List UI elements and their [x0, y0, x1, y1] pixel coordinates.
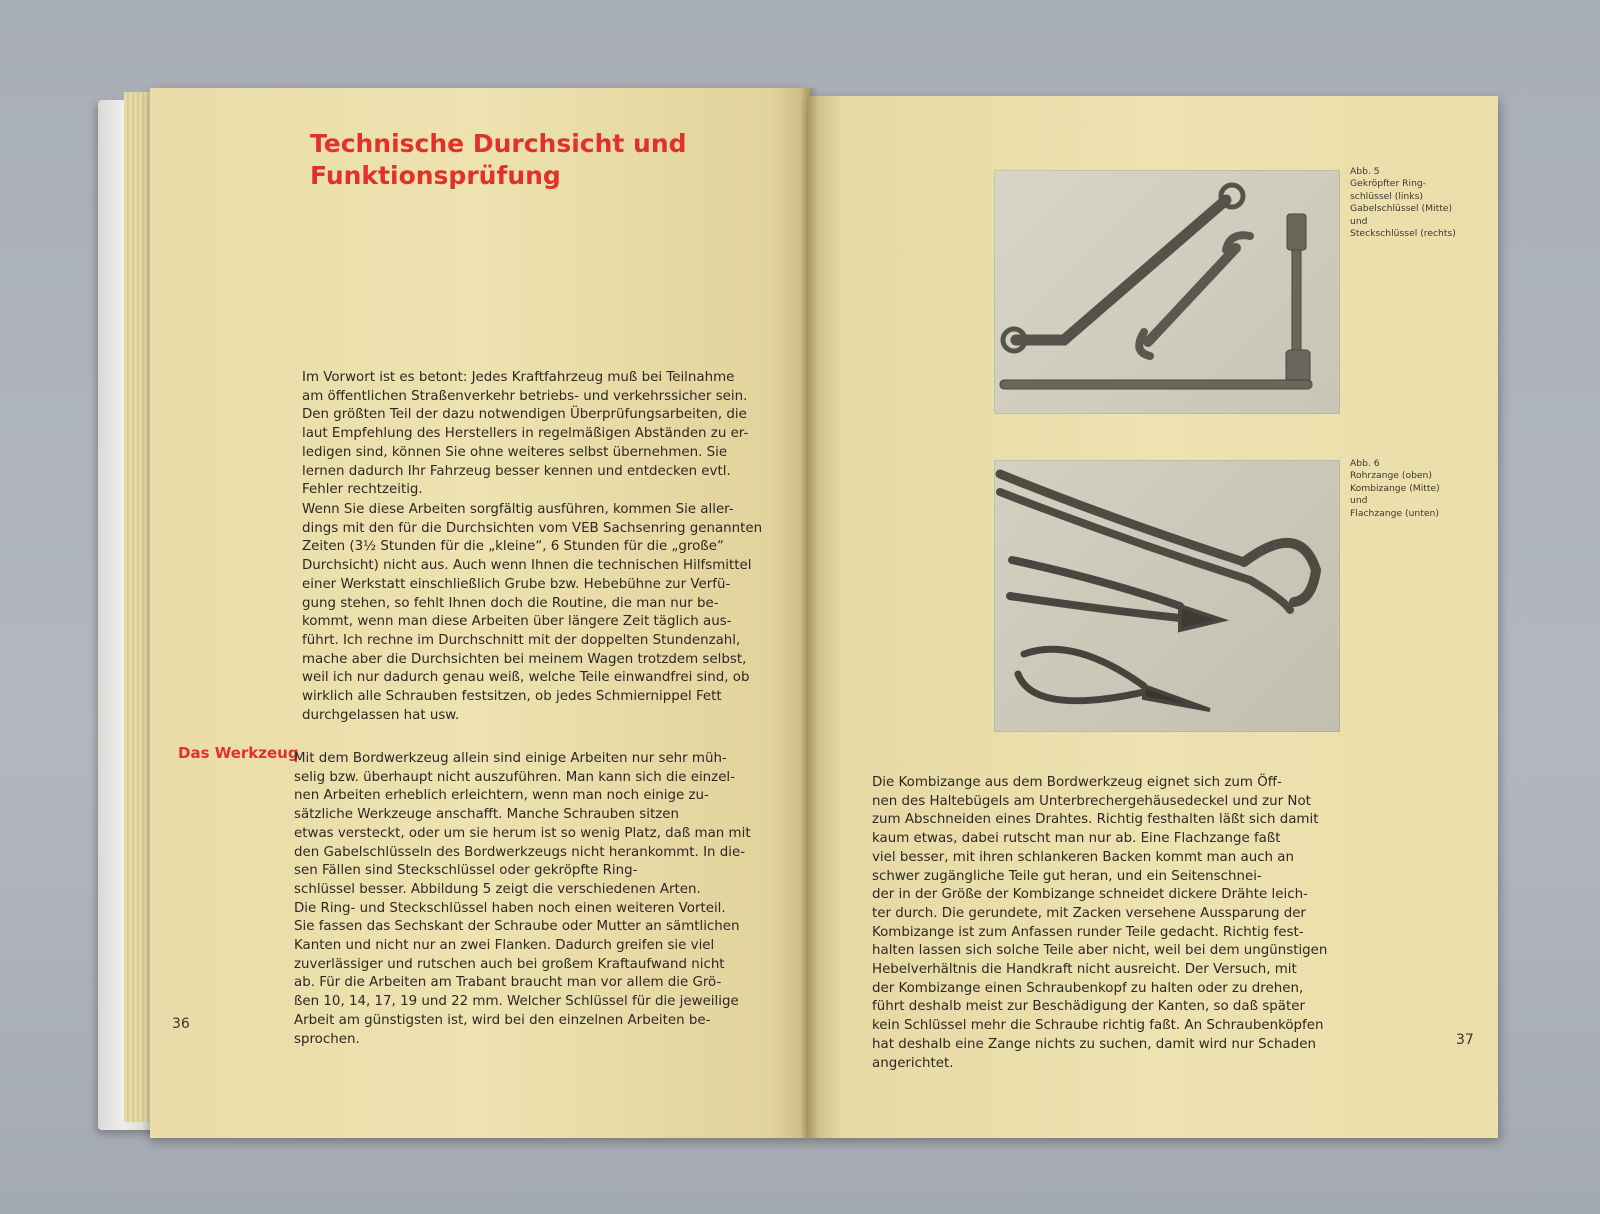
caption-line: Rohrzange (oben) [1350, 470, 1432, 482]
text-line: ab. Für die Arbeiten am Trabant braucht man vor allem die Grö- [294, 975, 722, 991]
page-number-right: 37 [1456, 1032, 1474, 1048]
text-line: einer Werkstatt einschließlich Grube bzw. Hebebühne zur Verfü- [302, 576, 731, 592]
left-page [150, 88, 810, 1138]
text-line: am öffentlichen Straßenverkehr betriebs- und verkehrssicher sein. [302, 388, 748, 404]
text-line: Hebelverhältnis die Handkraft nicht ausreicht. Der Versuch, mit [872, 962, 1297, 978]
text-line: Zeiten (3½ Stunden für die „kleine“, 6 Stunden für die „große“ [302, 539, 724, 555]
text-line: sen Fällen sind Steckschlüssel oder gekröpfte Ring- [294, 863, 638, 879]
text-line: ledigen sind, können Sie ohne weiteres selbst übernehmen. Sie [302, 444, 728, 460]
text-line: sprochen. [294, 1031, 360, 1047]
right-page [808, 96, 1498, 1138]
text-line: Kanten und nicht nur an zwei Flanken. Dadurch greifen sie viel [294, 938, 715, 954]
figure-5-caption [1350, 166, 1490, 240]
text-line: ßen 10, 14, 17, 19 und 22 mm. Welcher Schlüssel für die jeweilige [294, 994, 739, 1010]
text-line: laut Empfehlung des Herstellers in regelmäßigen Abständen zu er- [302, 426, 749, 442]
text-line: kaum etwas, dabei rutscht man nur ab. Eine Flachzange faßt [872, 831, 1281, 847]
text-line: schlüssel besser. Abbildung 5 zeigt die verschiedenen Arten. [294, 881, 701, 897]
caption-line: Kombizange (Mitte) [1350, 482, 1440, 494]
text-line: Arbeit am günstigsten ist, wird bei den einzelnen Arbeiten be- [294, 1012, 711, 1028]
caption-line: Flachzange (unten) [1350, 507, 1439, 519]
combination-pliers-icon [1010, 560, 1222, 630]
caption-line: Abb. 5 [1350, 166, 1380, 177]
text-line: Mit dem Bordwerkzeug allein sind einige Arbeiten nur sehr müh- [294, 751, 727, 766]
margin-heading-werkzeug: Das Werkzeug [178, 744, 299, 762]
text-line: sätzliche Werkzeuge anschafft. Manche Schrauben sitzen [294, 807, 679, 823]
text-line: selig bzw. überhaupt nicht auszuführen. Man kann sich die einzel- [294, 769, 735, 785]
figure-6-pliers [994, 460, 1340, 732]
text-line: durchgelassen hat usw. [302, 707, 460, 723]
intro-paragraph [302, 369, 748, 500]
pipe-wrench-icon [1000, 474, 1316, 610]
text-line: den Gabelschlüsseln des Bordwerkzeugs nicht herankommt. In die- [294, 844, 746, 860]
text-line: kein Schlüssel mehr die Schraube richtig faßt. An Schraubenköpfen [872, 1018, 1324, 1034]
text-line: zuverlässiger und rutschen auch bei großem Kraftaufwand nicht [294, 956, 725, 972]
caption-line: und [1350, 495, 1368, 507]
text-line: nen des Haltebügels am Unterbrechergehäusedeckel und zur Not [872, 793, 1311, 809]
chapter-title-line: Funktionsprüfung [310, 161, 561, 190]
text-line: hat deshalb eine Zange nichts zu suchen, damit wird nur Schaden [872, 1036, 1316, 1052]
figure-6-caption [1350, 458, 1490, 520]
second-paragraph [302, 501, 762, 725]
chapter-title [310, 128, 730, 192]
werkzeug-paragraph [294, 750, 751, 1049]
text-line: Den größten Teil der dazu notwendigen Überprüfungsarbeiten, die [302, 407, 747, 423]
text-line: nen Arbeiten erheblich erleichtern, wenn man noch einige zu- [294, 788, 709, 804]
text-line: lernen dadurch Ihr Fahrzeug besser kennen und entdecken evtl. [302, 463, 731, 479]
text-line: der in der Größe der Kombizange schneidet dickere Drähte leich- [872, 887, 1308, 903]
socket-wrench-icon [1000, 214, 1312, 389]
text-line: ter durch. Die gerundete, mit Zacken versehene Aussparung der [872, 905, 1306, 921]
text-line: gung stehen, so fehlt Ihnen doch die Routine, die man nur be- [302, 595, 719, 611]
text-line: halten lassen sich solche Teile aber nicht, weil bei dem ungünstigen [872, 943, 1328, 959]
ring-spanner-icon [1003, 185, 1243, 351]
text-line: führt. Ich rechne im Durchschnitt mit der doppelten Stundenzahl, [302, 632, 741, 648]
text-line: schwer zugängliche Teile gut heran, und ein Seitenschnei- [872, 868, 1262, 884]
page-number-left: 36 [172, 1016, 190, 1032]
text-line: Kombizange ist zum Anfassen runder Teile gedacht. Richtig fest- [872, 924, 1304, 940]
book-gutter [800, 88, 818, 1138]
text-line: kommt, wenn man diese Arbeiten über längere Zeit täglich aus- [302, 614, 732, 630]
text-line: wirklich alle Schrauben festsitzen, ob jedes Schmiernippel Fett [302, 689, 722, 705]
text-line: Sie fassen das Sechskant der Schraube oder Mutter an sämtlichen [294, 919, 740, 935]
caption-line: Abb. 6 [1350, 458, 1380, 469]
text-line: dings mit den für die Durchsichten vom VEB Sachsenring genannten [302, 520, 763, 536]
flat-nose-pliers-icon [1018, 649, 1210, 710]
caption-line: Gabelschlüssel (Mitte) [1350, 203, 1453, 215]
text-line: Im Vorwort ist es betont: Jedes Kraftfahrzeug muß bei Teilnahme [302, 370, 735, 385]
caption-line: Steckschlüssel (rechts) [1350, 228, 1456, 240]
chapter-title-line: Technische Durchsicht und [310, 129, 687, 158]
text-line: angerichtet. [872, 1055, 954, 1071]
caption-line: schlüssel (links) [1350, 190, 1423, 202]
text-line: Die Ring- und Steckschlüssel haben noch einen weiteren Vorteil. [294, 900, 726, 916]
text-line: Wenn Sie diese Arbeiten sorgfältig ausführen, kommen Sie aller- [302, 502, 734, 517]
text-line: weil ich nur dadurch genau weiß, welche Teile einwandfrei sind, ob [302, 670, 750, 686]
text-line: Die Kombizange aus dem Bordwerkzeug eignet sich zum Öff- [872, 775, 1282, 790]
text-line: mache aber die Durchsichten bei meinem Wagen trotzdem selbst, [302, 651, 747, 667]
zangen-paragraph [872, 774, 1327, 1073]
text-line: viel besser, mit ihren schlankeren Backen kommt man auch an [872, 849, 1294, 865]
text-line: führt deshalb meist zur Beschädigung der Kanten, so daß später [872, 999, 1305, 1015]
wrenches-illustration [994, 170, 1340, 414]
caption-line: Gekröpfter Ring- [1350, 178, 1427, 190]
figure-5-wrenches [994, 170, 1340, 414]
caption-line: und [1350, 215, 1368, 227]
text-line: etwas versteckt, oder um sie herum ist so wenig Platz, daß man mit [294, 825, 751, 841]
text-line: Durchsicht) nicht aus. Auch wenn Ihnen die technischen Hilfsmittel [302, 558, 752, 574]
text-line: zum Abschneiden eines Drahtes. Richtig festhalten läßt sich damit [872, 812, 1319, 828]
pliers-illustration [994, 460, 1340, 732]
text-line: der Kombizange einen Schraubenkopf zu halten oder zu drehen, [872, 980, 1304, 996]
text-line: Fehler rechtzeitig. [302, 482, 423, 498]
